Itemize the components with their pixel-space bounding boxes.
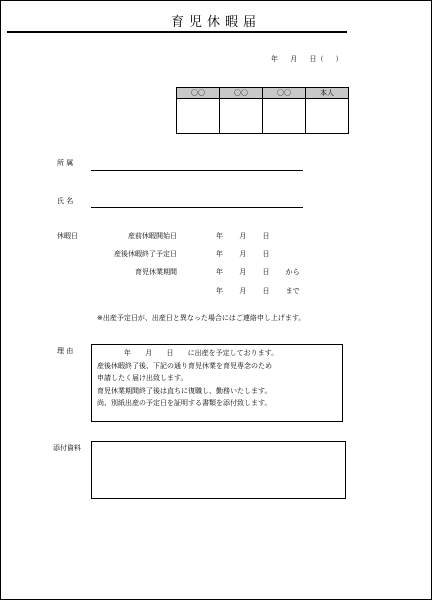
reason-line: 尚、別紙出産の予定日を証明する書類を添付致します。 bbox=[97, 399, 272, 407]
leave-days-label: 休暇日 bbox=[57, 232, 78, 240]
leave-row-label: 育児休業期間 bbox=[135, 268, 177, 276]
reason-line: 産後休暇終了後、下記の通り育児休業を育児専念のため bbox=[97, 361, 272, 370]
approval-header: 〇〇 bbox=[177, 88, 220, 99]
leave-row-date[interactable]: 年 月 日 bbox=[216, 250, 270, 258]
approval-header: 〇〇 bbox=[263, 88, 306, 99]
leave-row-date[interactable]: 年 月 日 まで bbox=[216, 287, 300, 295]
approval-stamp-table bbox=[176, 87, 349, 134]
reason-line: 申請したく届け出致します。 bbox=[97, 374, 188, 382]
approval-header: 本人 bbox=[306, 88, 349, 99]
attachment-label: 添付資料 bbox=[53, 444, 81, 452]
name-field[interactable] bbox=[91, 207, 303, 208]
leave-row-date[interactable]: 年 月 日 bbox=[216, 232, 270, 240]
reason-line: 育児休業期間終了後は直ちに復職し、勤務いたします。 bbox=[97, 386, 272, 395]
department-field[interactable] bbox=[91, 170, 303, 171]
leave-row-label: 産後休暇終了予定日 bbox=[114, 250, 177, 258]
submission-date: 年 月 日（ ） bbox=[271, 55, 343, 63]
reason-label: 理 由 bbox=[57, 347, 74, 355]
approval-header: 〇〇 bbox=[220, 88, 263, 99]
approval-stamp-cell[interactable] bbox=[263, 99, 306, 134]
department-label: 所 属 bbox=[57, 159, 74, 167]
attachment-box[interactable] bbox=[91, 441, 346, 499]
reason-box bbox=[91, 344, 343, 422]
name-label: 氏 名 bbox=[57, 197, 74, 205]
leave-row-label: 産前休暇開始日 bbox=[128, 232, 177, 240]
title-underline bbox=[7, 31, 347, 33]
approval-stamp-cell[interactable] bbox=[177, 99, 220, 134]
form-title: 育児休暇届 bbox=[170, 15, 261, 30]
approval-stamp-cell[interactable] bbox=[306, 99, 349, 134]
notice-text: ※出産予定日が、出産日と異なった場合にはご連絡申し上げます。 bbox=[97, 314, 306, 322]
reason-line: 年 月 日 に出産を予定しております。 bbox=[124, 349, 279, 357]
approval-stamp-cell[interactable] bbox=[220, 99, 263, 134]
leave-row-date[interactable]: 年 月 日 から bbox=[216, 268, 300, 276]
